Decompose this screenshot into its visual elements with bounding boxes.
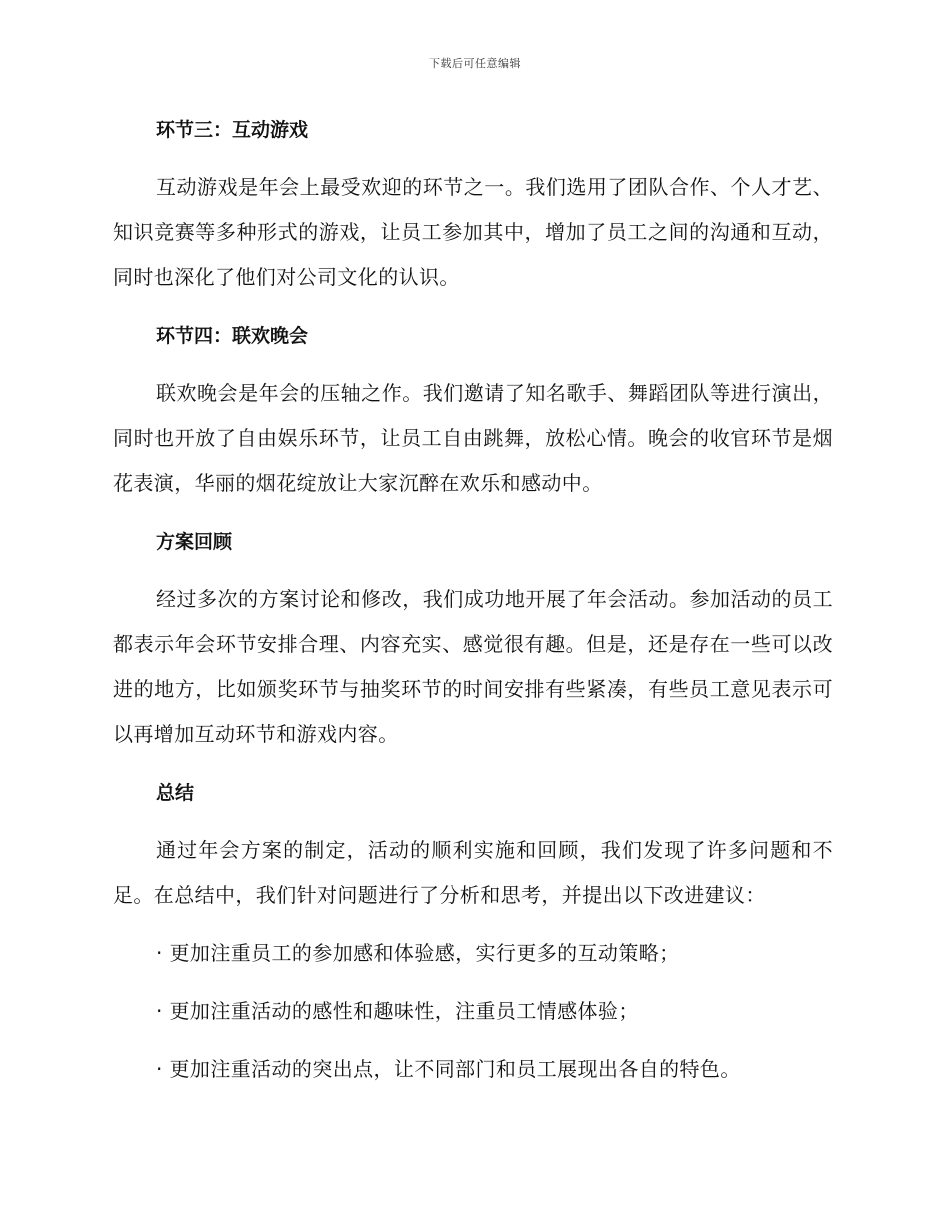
document-body xyxy=(113,108,833,1092)
section-title-interactive-games: 环节三：互动游戏 xyxy=(156,119,309,141)
section-title-party-evening: 环节四：联欢晚会 xyxy=(156,325,309,347)
list-item: · 更加注重活动的突出点，让不同部门和员工展现出各自的特色。 xyxy=(156,1057,741,1081)
list-item: · 更加注重活动的感性和趣味性，注重员工情感体验； xyxy=(156,999,639,1023)
paragraph-party-evening: 联欢晚会是年会的压轴之作。我们邀请了知名歌手、舞蹈团队等进行演出，同时也开放了自由娱乐环节，让员工自由跳舞，放松心情。晚会的收官环节是烟花表演，华丽的烟花绽放让大家沉醉在欢乐和感动中。 xyxy=(113,381,833,495)
list-item: · 更加注重员工的参加感和体验感，实行更多的互动策略； xyxy=(156,941,680,965)
header-note: 下载后可任意编辑 xyxy=(429,57,521,70)
paragraph-interactive-games: 互动游戏是年会上最受欢迎的环节之一。我们选用了团队合作、个人才艺、知识竞赛等多种形式的游戏，让员工参加其中，增加了员工之间的沟通和互动，同时也深化了他们对公司文化的认识。 xyxy=(113,175,833,289)
paragraph-plan-review: 经过多次的方案讨论和修改，我们成功地开展了年会活动。参加活动的员工都表示年会环节安排合理、内容充实、感觉很有趣。但是，还是存在一些可以改进的地方，比如颁奖环节与抽奖环节的时间安排有些紧凑，有些员工意见表示可以再增加互动环节和游戏内容。 xyxy=(113,587,833,746)
paragraph-summary: 通过年会方案的制定，活动的顺利实施和回顾，我们发现了许多问题和不足。在总结中，我们针对问题进行了分析和思考，并提出以下改进建议： xyxy=(113,838,833,907)
section-title-plan-review: 方案回顾 xyxy=(156,531,233,553)
section-title-summary: 总结 xyxy=(156,782,195,804)
